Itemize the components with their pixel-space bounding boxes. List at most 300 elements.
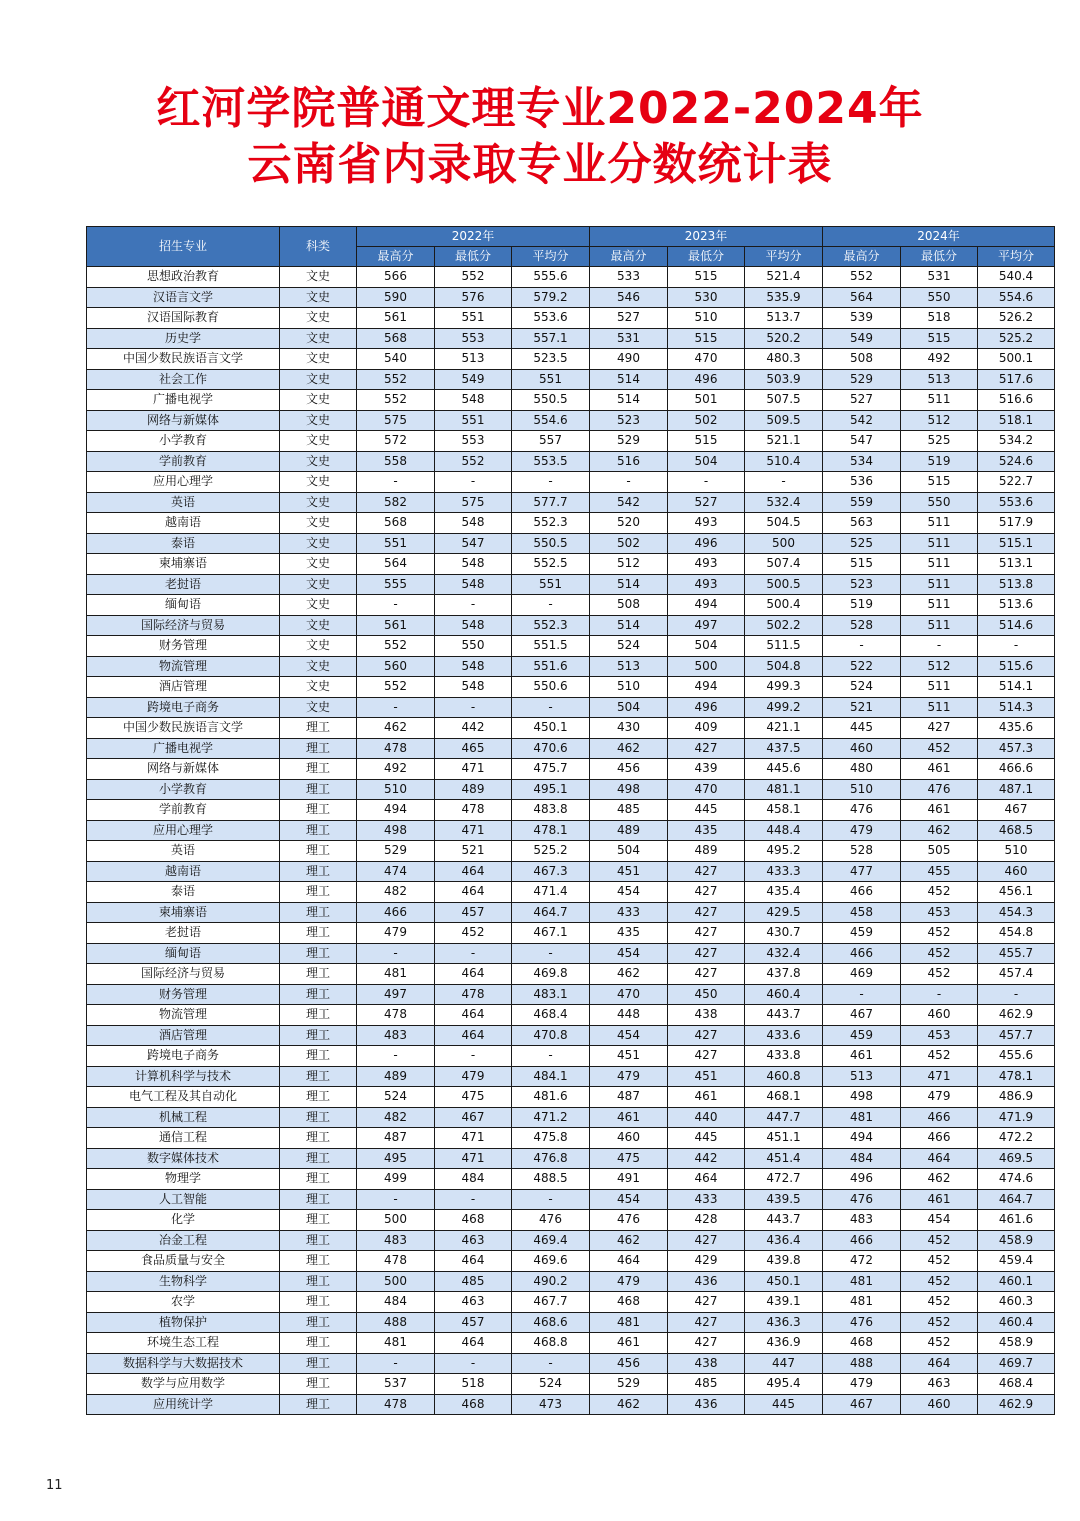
cell-2022-min: 468: [435, 1210, 512, 1231]
cell-2024-max: 467: [823, 1394, 901, 1415]
cell-2022-min: -: [435, 697, 512, 718]
cell-2024-min: 463: [901, 1374, 978, 1395]
cell-2023-min: 427: [668, 738, 745, 759]
cell-2023-min: 427: [668, 1025, 745, 1046]
cell-2023-max: 520: [590, 513, 668, 534]
cell-category: 文史: [280, 410, 357, 431]
table-row: [87, 574, 1055, 595]
cell-2024-avg: 459.4: [978, 1251, 1055, 1272]
cell-major: 应用心理学: [87, 472, 280, 493]
table-row: [87, 943, 1055, 964]
cell-2024-min: 471: [901, 1066, 978, 1087]
cell-2023-avg: 460.4: [745, 984, 823, 1005]
cell-2022-min: -: [435, 595, 512, 616]
cell-2022-min: 457: [435, 1312, 512, 1333]
cell-2024-max: 527: [823, 390, 901, 411]
cell-category: 文史: [280, 492, 357, 513]
cell-category: 理工: [280, 1394, 357, 1415]
cell-2023-min: 438: [668, 1353, 745, 1374]
cell-2023-avg: 499.3: [745, 677, 823, 698]
cell-2024-min: 466: [901, 1107, 978, 1128]
header-avg: 平均分: [745, 247, 823, 267]
cell-2024-avg: 469.7: [978, 1353, 1055, 1374]
cell-2022-avg: 495.1: [512, 779, 590, 800]
cell-2024-max: 542: [823, 410, 901, 431]
cell-2022-avg: 525.2: [512, 841, 590, 862]
cell-2024-min: 519: [901, 451, 978, 472]
cell-2024-min: 511: [901, 533, 978, 554]
table-row: [87, 328, 1055, 349]
cell-2022-min: -: [435, 1353, 512, 1374]
cell-2024-avg: 554.6: [978, 287, 1055, 308]
cell-2022-min: 521: [435, 841, 512, 862]
cell-2023-max: 462: [590, 1394, 668, 1415]
cell-2023-avg: 509.5: [745, 410, 823, 431]
cell-2023-min: 427: [668, 1312, 745, 1333]
cell-category: 文史: [280, 431, 357, 452]
cell-major: 英语: [87, 492, 280, 513]
cell-2024-min: 453: [901, 902, 978, 923]
cell-2024-avg: 469.5: [978, 1148, 1055, 1169]
cell-category: 理工: [280, 984, 357, 1005]
cell-2023-min: 470: [668, 349, 745, 370]
cell-2022-max: 500: [357, 1271, 435, 1292]
cell-2023-min: 429: [668, 1251, 745, 1272]
cell-major: 柬埔寨语: [87, 554, 280, 575]
cell-2023-avg: 499.2: [745, 697, 823, 718]
cell-2022-avg: 468.4: [512, 1005, 590, 1026]
cell-2024-max: 524: [823, 677, 901, 698]
table-row: [87, 820, 1055, 841]
cell-2024-min: 453: [901, 1025, 978, 1046]
cell-category: 理工: [280, 1107, 357, 1128]
cell-major: 跨境电子商务: [87, 1046, 280, 1067]
cell-2024-max: 488: [823, 1353, 901, 1374]
cell-2024-avg: 486.9: [978, 1087, 1055, 1108]
cell-2022-max: 481: [357, 1333, 435, 1354]
cell-2022-min: 553: [435, 328, 512, 349]
cell-2022-avg: 523.5: [512, 349, 590, 370]
cell-2022-min: 464: [435, 1333, 512, 1354]
cell-2023-max: 454: [590, 943, 668, 964]
cell-2022-min: 465: [435, 738, 512, 759]
cell-2022-min: 548: [435, 390, 512, 411]
cell-category: 理工: [280, 861, 357, 882]
cell-category: 文史: [280, 390, 357, 411]
cell-2022-avg: 552.3: [512, 513, 590, 534]
cell-2023-max: 461: [590, 1333, 668, 1354]
cell-2023-max: 485: [590, 800, 668, 821]
cell-2023-avg: 460.8: [745, 1066, 823, 1087]
cell-2022-avg: 579.2: [512, 287, 590, 308]
cell-2022-avg: 550.6: [512, 677, 590, 698]
cell-2024-max: 496: [823, 1169, 901, 1190]
cell-2024-max: 547: [823, 431, 901, 452]
cell-major: 柬埔寨语: [87, 902, 280, 923]
cell-category: 理工: [280, 1271, 357, 1292]
cell-2022-avg: 552.3: [512, 615, 590, 636]
cell-2022-max: 568: [357, 513, 435, 534]
cell-2023-min: 427: [668, 1292, 745, 1313]
table-row: [87, 369, 1055, 390]
cell-2023-avg: 450.1: [745, 1271, 823, 1292]
cell-2024-max: 466: [823, 943, 901, 964]
cell-2022-min: 471: [435, 759, 512, 780]
cell-2022-min: 468: [435, 1394, 512, 1415]
cell-2024-max: 525: [823, 533, 901, 554]
cell-2023-max: 514: [590, 574, 668, 595]
cell-category: 理工: [280, 923, 357, 944]
cell-2023-min: 427: [668, 923, 745, 944]
score-table: [86, 226, 1055, 1415]
cell-2022-max: 575: [357, 410, 435, 431]
cell-2022-max: 483: [357, 1025, 435, 1046]
cell-2022-avg: 468.6: [512, 1312, 590, 1333]
cell-2022-max: 497: [357, 984, 435, 1005]
cell-2022-max: 552: [357, 390, 435, 411]
cell-2023-min: 427: [668, 1230, 745, 1251]
cell-2024-max: 476: [823, 800, 901, 821]
table-row: [87, 1107, 1055, 1128]
cell-2023-avg: 468.1: [745, 1087, 823, 1108]
page-title-line2: 云南省内录取专业分数统计表: [247, 139, 833, 190]
cell-2023-max: 487: [590, 1087, 668, 1108]
table-row: [87, 595, 1055, 616]
cell-2022-max: -: [357, 697, 435, 718]
cell-2023-min: 427: [668, 964, 745, 985]
cell-category: 文史: [280, 472, 357, 493]
cell-category: 理工: [280, 1066, 357, 1087]
cell-2024-max: 468: [823, 1333, 901, 1354]
cell-2023-max: 475: [590, 1148, 668, 1169]
cell-2022-min: 548: [435, 554, 512, 575]
cell-2024-avg: 518.1: [978, 410, 1055, 431]
cell-2024-avg: 457.7: [978, 1025, 1055, 1046]
page-title-line1: 红河学院普通文理专业2022-2024年: [156, 83, 924, 134]
cell-2022-avg: 557: [512, 431, 590, 452]
cell-2022-avg: 469.4: [512, 1230, 590, 1251]
cell-2024-max: 549: [823, 328, 901, 349]
cell-category: 文史: [280, 267, 357, 288]
cell-2024-min: 461: [901, 800, 978, 821]
cell-major: 英语: [87, 841, 280, 862]
cell-2022-avg: 467.3: [512, 861, 590, 882]
cell-2024-max: 494: [823, 1128, 901, 1149]
cell-2022-max: 481: [357, 964, 435, 985]
cell-2022-max: 572: [357, 431, 435, 452]
table-row: [87, 861, 1055, 882]
cell-2024-avg: 455.6: [978, 1046, 1055, 1067]
cell-major: 物流管理: [87, 656, 280, 677]
cell-2022-avg: 484.1: [512, 1066, 590, 1087]
cell-2024-max: 459: [823, 1025, 901, 1046]
cell-major: 电气工程及其自动化: [87, 1087, 280, 1108]
cell-2024-avg: 462.9: [978, 1005, 1055, 1026]
header-category: 科类: [280, 227, 357, 267]
cell-major: 冶金工程: [87, 1230, 280, 1251]
cell-2024-min: 461: [901, 759, 978, 780]
table-row: [87, 513, 1055, 534]
cell-2022-max: 478: [357, 1394, 435, 1415]
cell-2024-min: 452: [901, 1292, 978, 1313]
cell-2023-min: 438: [668, 1005, 745, 1026]
cell-2024-avg: 472.2: [978, 1128, 1055, 1149]
table-row: [87, 451, 1055, 472]
cell-2024-avg: 514.3: [978, 697, 1055, 718]
cell-category: 理工: [280, 1025, 357, 1046]
cell-2022-min: 464: [435, 882, 512, 903]
header-max: 最高分: [590, 247, 668, 267]
cell-2024-avg: 500.1: [978, 349, 1055, 370]
cell-major: 应用心理学: [87, 820, 280, 841]
cell-2022-avg: 483.8: [512, 800, 590, 821]
cell-2024-avg: 460.3: [978, 1292, 1055, 1313]
cell-major: 学前教育: [87, 800, 280, 821]
cell-2022-max: 552: [357, 369, 435, 390]
cell-category: 理工: [280, 1189, 357, 1210]
table-row: [87, 1128, 1055, 1149]
cell-2024-min: 452: [901, 923, 978, 944]
cell-category: 理工: [280, 841, 357, 862]
cell-category: 理工: [280, 1292, 357, 1313]
cell-2023-avg: 430.7: [745, 923, 823, 944]
table-row: [87, 1087, 1055, 1108]
cell-category: 文史: [280, 677, 357, 698]
cell-2024-min: 550: [901, 287, 978, 308]
cell-major: 历史学: [87, 328, 280, 349]
cell-2024-min: 462: [901, 1169, 978, 1190]
cell-2022-min: 484: [435, 1169, 512, 1190]
cell-2022-max: 551: [357, 533, 435, 554]
table-row: [87, 656, 1055, 677]
cell-2023-avg: 507.4: [745, 554, 823, 575]
cell-2024-avg: 478.1: [978, 1066, 1055, 1087]
cell-2024-max: 445: [823, 718, 901, 739]
cell-2023-avg: -: [745, 472, 823, 493]
cell-2022-avg: 552.5: [512, 554, 590, 575]
cell-2022-max: 568: [357, 328, 435, 349]
cell-2024-max: 484: [823, 1148, 901, 1169]
cell-2023-max: 464: [590, 1251, 668, 1272]
cell-2022-max: 482: [357, 882, 435, 903]
cell-2023-min: 489: [668, 841, 745, 862]
cell-2024-avg: 553.6: [978, 492, 1055, 513]
table-row: [87, 390, 1055, 411]
cell-2023-avg: 447: [745, 1353, 823, 1374]
cell-2023-max: 498: [590, 779, 668, 800]
cell-category: 理工: [280, 1251, 357, 1272]
cell-2024-avg: 510: [978, 841, 1055, 862]
cell-2022-max: 560: [357, 656, 435, 677]
cell-major: 计算机科学与技术: [87, 1066, 280, 1087]
cell-category: 理工: [280, 718, 357, 739]
cell-2023-avg: 458.1: [745, 800, 823, 821]
cell-2023-max: 435: [590, 923, 668, 944]
cell-2023-min: 515: [668, 328, 745, 349]
cell-2023-avg: 448.4: [745, 820, 823, 841]
cell-2023-max: 527: [590, 308, 668, 329]
cell-major: 数字媒体技术: [87, 1148, 280, 1169]
table-row: [87, 1066, 1055, 1087]
cell-2023-avg: 432.4: [745, 943, 823, 964]
cell-2024-min: 460: [901, 1394, 978, 1415]
cell-2024-min: 518: [901, 308, 978, 329]
cell-2022-max: 492: [357, 759, 435, 780]
cell-category: 文史: [280, 697, 357, 718]
cell-2023-max: 456: [590, 759, 668, 780]
cell-2022-max: 495: [357, 1148, 435, 1169]
cell-2022-max: 488: [357, 1312, 435, 1333]
cell-2023-max: 542: [590, 492, 668, 513]
cell-major: 物理学: [87, 1169, 280, 1190]
cell-2022-min: 548: [435, 513, 512, 534]
table-row: [87, 636, 1055, 657]
cell-2024-max: 466: [823, 1230, 901, 1251]
cell-2024-max: 539: [823, 308, 901, 329]
cell-2024-avg: 526.2: [978, 308, 1055, 329]
cell-2022-min: 471: [435, 1128, 512, 1149]
cell-2022-max: -: [357, 1046, 435, 1067]
cell-2023-max: 454: [590, 882, 668, 903]
cell-2024-min: 515: [901, 472, 978, 493]
cell-2023-max: 433: [590, 902, 668, 923]
table-row: [87, 718, 1055, 739]
cell-2022-min: 479: [435, 1066, 512, 1087]
cell-2023-min: 510: [668, 308, 745, 329]
cell-2024-max: 483: [823, 1210, 901, 1231]
cell-2022-max: 478: [357, 1005, 435, 1026]
cell-2022-max: 561: [357, 615, 435, 636]
cell-major: 小学教育: [87, 779, 280, 800]
table-row: [87, 1046, 1055, 1067]
cell-2023-min: 433: [668, 1189, 745, 1210]
cell-2023-avg: 507.5: [745, 390, 823, 411]
cell-2024-avg: 516.6: [978, 390, 1055, 411]
cell-2024-min: 511: [901, 677, 978, 698]
table-header: [87, 227, 1055, 267]
cell-major: 汉语国际教育: [87, 308, 280, 329]
cell-2023-max: 524: [590, 636, 668, 657]
cell-2022-min: 452: [435, 923, 512, 944]
cell-2024-avg: 468.4: [978, 1374, 1055, 1395]
cell-2023-avg: 437.8: [745, 964, 823, 985]
cell-2024-avg: 540.4: [978, 267, 1055, 288]
cell-2024-avg: 457.4: [978, 964, 1055, 985]
cell-2023-avg: 495.4: [745, 1374, 823, 1395]
cell-2024-avg: 474.6: [978, 1169, 1055, 1190]
cell-major: 物流管理: [87, 1005, 280, 1026]
cell-2022-min: 553: [435, 431, 512, 452]
cell-major: 社会工作: [87, 369, 280, 390]
table-row: [87, 1005, 1055, 1026]
cell-2024-max: 564: [823, 287, 901, 308]
cell-category: 文史: [280, 369, 357, 390]
cell-2023-avg: 447.7: [745, 1107, 823, 1128]
cell-2023-avg: 504.5: [745, 513, 823, 534]
table-row: [87, 841, 1055, 862]
cell-2024-min: 452: [901, 943, 978, 964]
cell-2024-avg: 513.6: [978, 595, 1055, 616]
cell-2024-avg: 461.6: [978, 1210, 1055, 1231]
cell-category: 理工: [280, 964, 357, 985]
cell-2022-max: 474: [357, 861, 435, 882]
cell-2022-max: -: [357, 1353, 435, 1374]
cell-2022-max: 564: [357, 554, 435, 575]
cell-2022-min: 464: [435, 964, 512, 985]
table-row: [87, 1148, 1055, 1169]
cell-2022-min: 471: [435, 1148, 512, 1169]
table-row: [87, 779, 1055, 800]
cell-2024-max: 479: [823, 1374, 901, 1395]
cell-2023-min: 494: [668, 595, 745, 616]
cell-2023-min: 427: [668, 1046, 745, 1067]
cell-2024-avg: -: [978, 636, 1055, 657]
cell-2022-max: 540: [357, 349, 435, 370]
cell-2023-avg: 445: [745, 1394, 823, 1415]
cell-2024-min: 452: [901, 882, 978, 903]
cell-2022-max: 552: [357, 636, 435, 657]
header-min: 最低分: [435, 247, 512, 267]
cell-2023-avg: 436.9: [745, 1333, 823, 1354]
cell-category: 文史: [280, 308, 357, 329]
cell-2023-max: 514: [590, 369, 668, 390]
cell-category: 理工: [280, 1005, 357, 1026]
cell-2023-min: 485: [668, 1374, 745, 1395]
cell-2024-min: 476: [901, 779, 978, 800]
cell-2023-min: 461: [668, 1087, 745, 1108]
cell-2023-max: 430: [590, 718, 668, 739]
cell-major: 广播电视学: [87, 390, 280, 411]
header-year-2024: 2024年: [823, 227, 1055, 247]
cell-2023-max: 451: [590, 861, 668, 882]
cell-2024-avg: 467: [978, 800, 1055, 821]
cell-category: 理工: [280, 1312, 357, 1333]
cell-2024-min: -: [901, 636, 978, 657]
cell-category: 文史: [280, 451, 357, 472]
cell-2024-avg: 458.9: [978, 1230, 1055, 1251]
cell-2024-max: 559: [823, 492, 901, 513]
cell-2023-min: 515: [668, 267, 745, 288]
cell-2024-max: 479: [823, 820, 901, 841]
cell-category: 理工: [280, 1128, 357, 1149]
cell-2022-min: 549: [435, 369, 512, 390]
cell-2023-min: 515: [668, 431, 745, 452]
cell-2022-avg: -: [512, 943, 590, 964]
cell-2023-avg: 500.4: [745, 595, 823, 616]
table-row: [87, 1210, 1055, 1231]
cell-2022-avg: 470.6: [512, 738, 590, 759]
cell-2023-max: 479: [590, 1271, 668, 1292]
header-max: 最高分: [823, 247, 901, 267]
cell-2022-min: 464: [435, 1025, 512, 1046]
cell-category: 理工: [280, 1169, 357, 1190]
table-row: [87, 308, 1055, 329]
cell-2024-max: 481: [823, 1107, 901, 1128]
cell-2024-min: 511: [901, 554, 978, 575]
cell-major: 生物科学: [87, 1271, 280, 1292]
cell-2023-avg: 445.6: [745, 759, 823, 780]
cell-2024-avg: 456.1: [978, 882, 1055, 903]
cell-2023-avg: 495.2: [745, 841, 823, 862]
cell-2024-min: 455: [901, 861, 978, 882]
table-row: [87, 1292, 1055, 1313]
cell-2022-min: -: [435, 1046, 512, 1067]
cell-2024-max: 472: [823, 1251, 901, 1272]
cell-2022-avg: -: [512, 1046, 590, 1067]
cell-2024-min: 512: [901, 656, 978, 677]
cell-2022-avg: 450.1: [512, 718, 590, 739]
cell-2024-avg: 435.6: [978, 718, 1055, 739]
